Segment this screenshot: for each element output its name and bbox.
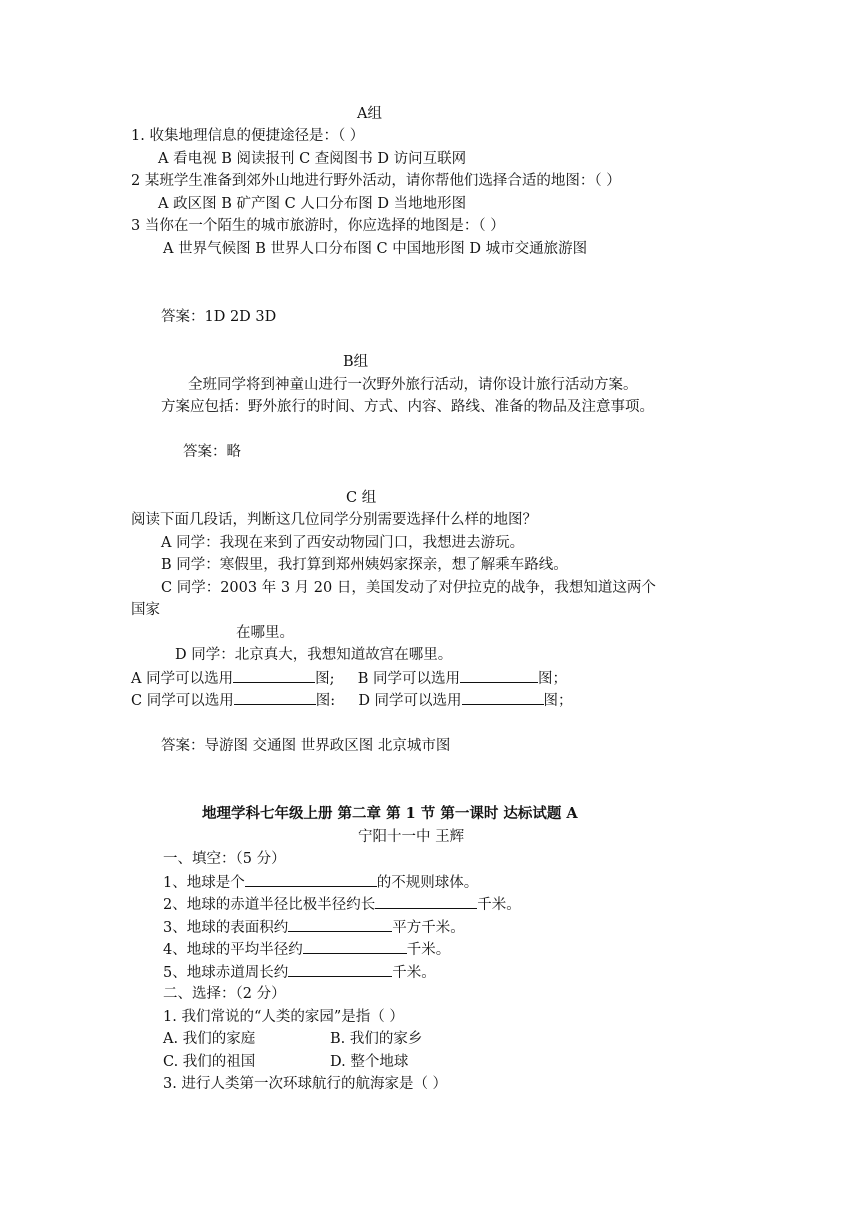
fill-question-5-suffix: 千米。 [392,965,436,981]
fill-question-1 [163,872,478,893]
fill-section-heading: 一、填空：（5 分） [163,851,286,867]
fill-question-2-blank[interactable] [375,894,477,909]
fill-d-label: D 同学可以选用 [358,693,462,709]
question-3-options: A 世界气候图 B 世界人口分布图 C 中国地形图 D 城市交通旅游图 [163,241,588,257]
fill-question-3-prefix: 3、地球的表面积约 [163,920,289,936]
group-b-answer: 答案：略 [183,444,241,460]
fill-c-label: C 同学可以选用 [131,693,234,709]
fill-row-ab [131,668,567,689]
fill-question-3-blank[interactable] [288,917,392,932]
choice-option-d: D. 整个地球 [330,1054,409,1070]
fill-a-blank[interactable] [233,668,315,683]
group-a-answer: 答案：1D 2D 3D [161,309,277,325]
group-b-title: B组 [343,354,369,370]
fill-question-1-prefix: 1、地球是个 [163,875,245,891]
student-b-text: B 同学：寒假里，我打算到郑州姨妈家探亲，想了解乘车路线。 [161,557,568,573]
fill-a-label: A 同学可以选用 [131,671,234,687]
fill-question-2 [163,894,521,915]
fill-a-suffix: 图; [315,671,335,687]
fill-question-4-blank[interactable] [303,939,407,954]
fill-question-5-prefix: 5、地球赤道周长约 [163,965,289,981]
student-a-text: A 同学：我现在来到了西安动物园门口，我想进去游玩。 [161,535,525,551]
question-1: 1. 收集地理信息的便捷途径是：（ ） [131,128,365,144]
fill-row-cd [131,690,573,711]
fill-question-5 [163,962,436,983]
student-c-text-2: 国家 [131,602,160,618]
choice-question-1: 1. 我们常说的“人类的家园”是指（ ） [163,1009,404,1025]
question-1-options: A 看电视 B 阅读报刊 C 查阅图书 D 访问互联网 [158,151,467,167]
fill-question-3 [163,917,465,938]
fill-d-blank[interactable] [462,690,544,705]
fill-question-5-blank[interactable] [288,962,392,977]
fill-question-4 [163,939,450,960]
test-author: 宁阳十一中 王辉 [358,829,465,845]
group-c-intro: 阅读下面几段话，判断这几位同学分别需要选择什么样的地图？ [131,512,537,528]
group-c-answer: 答案：导游图 交通图 世界政区图 北京城市图 [161,738,451,754]
fill-c-blank[interactable] [234,690,316,705]
fill-question-3-suffix: 平方千米。 [392,920,465,936]
question-2-options: A 政区图 B 矿产图 C 人口分布图 D 当地地形图 [158,196,467,212]
group-a-title: A组 [357,106,382,122]
group-c-title: C 组 [346,490,377,506]
choice-question-3: 3. 进行人类第一次环球航行的航海家是（ ） [163,1076,448,1092]
fill-d-suffix: 图； [543,693,573,709]
fill-question-4-prefix: 4、地球的平均半径约 [163,942,303,958]
question-2: 2 某班学生准备到郊外山地进行野外活动，请你帮他们选择合适的地图：（ ） [131,173,621,189]
fill-question-2-suffix: 千米。 [477,897,521,913]
fill-question-1-blank[interactable] [245,872,377,887]
question-3: 3 当你在一个陌生的城市旅游时，你应选择的地图是：（ ） [131,218,505,234]
test-title: 地理学科七年级上册 第二章 第 1 节 第一课时 达标试题 A [202,805,578,822]
fill-question-2-prefix: 2、地球的赤道半径比极半径约长 [163,897,376,913]
choice-option-b: B. 我们的家乡 [330,1031,423,1047]
fill-question-1-suffix: 的不规则球体。 [376,875,479,891]
fill-question-4-suffix: 千米。 [406,942,451,958]
student-d-text: D 同学：北京真大，我想知道故宫在哪里。 [175,647,453,663]
student-c-text-3: 在哪里。 [236,625,294,641]
fill-c-suffix: 图: [315,693,336,709]
choice-option-c: C. 我们的祖国 [163,1054,256,1070]
fill-b-suffix: 图； [537,671,567,687]
choice-option-a: A. 我们的家庭 [163,1031,256,1047]
group-b-line-2: 方案应包括：野外旅行的时间、方式、内容、路线、准备的物品及注意事项。 [161,399,654,415]
group-b-line-1: 全班同学将到神童山进行一次野外旅行活动，请你设计旅行活动方案。 [188,377,638,393]
student-c-text-1: C 同学：2003 年 3 月 20 日，美国发动了对伊拉克的战争，我想知道这两个 [161,580,656,596]
fill-b-label: B 同学可以选用 [357,671,460,687]
choice-section-heading: 二、选择：（2 分） [163,986,286,1002]
fill-b-blank[interactable] [460,668,538,683]
